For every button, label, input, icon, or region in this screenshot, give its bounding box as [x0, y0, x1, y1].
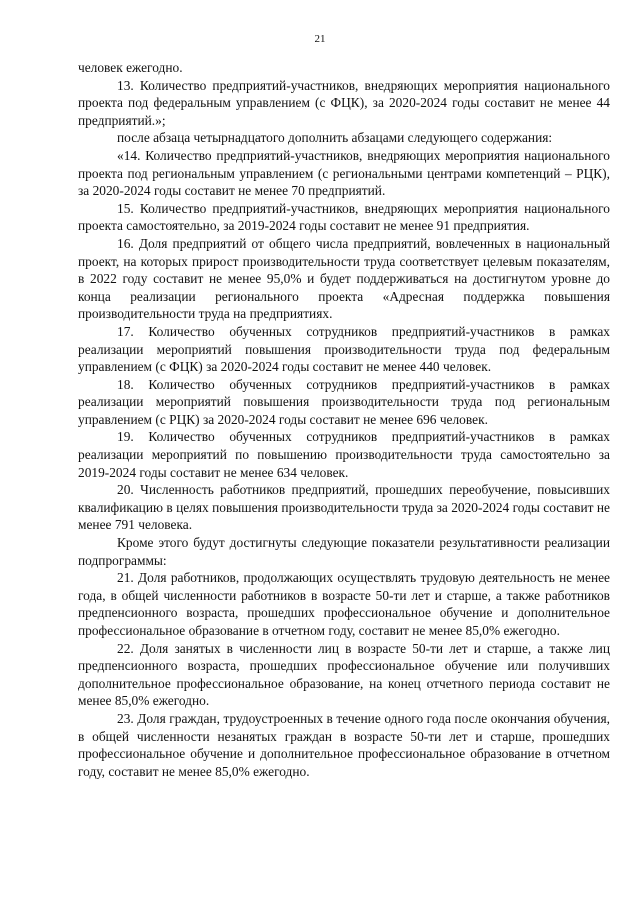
page-number: 21 [314, 33, 326, 45]
paragraph-item-15: 15. Количество предприятий-участников, внедряющих мероприятия национального проекта самостоятельно, за 2019-2024 годы составит не менее 91 предприятия. [78, 200, 610, 234]
paragraph-item-19: 19. Количество обученных сотрудников предприятий-участников в рамках реализации мероприятий по повышению производительности труда самостоятельно за 2019-2024 годы составит не менее 634 человек. [78, 429, 610, 480]
paragraph-results-intro: Кроме этого будут достигнуты следующие показатели результативности реализации подпрограммы: [78, 535, 610, 568]
document-body [78, 59, 610, 780]
paragraph-amendment-intro: после абзаца четырнадцатого дополнить абзацами следующего содержания: [117, 130, 553, 146]
paragraph-item-22: 22. Доля занятых в численности лиц в возрасте 50-ти лет и старше, а также лиц предпенсионного возраста, прошедших профессиональное обучение или получивших дополнительное профессиональное образование, на конец отчетного периода составит не менее 85,0% ежегодно. [78, 640, 610, 709]
paragraph-item-13: 13. Количество предприятий-участников, внедряющих мероприятия национального проекта под федеральным управлением (с ФЦК), за 2020-2024 годы составит не менее 44 предприятий.»; [78, 77, 610, 128]
paragraph-item-14: «14. Количество предприятий-участников, внедряющих мероприятия национального проекта под региональным управлением (с региональными центрами компетенций – РЦК), за 2020-2024 годы составит не менее 70 предприятий. [78, 147, 610, 199]
paragraph-item-18: 18. Количество обученных сотрудников предприятий-участников в рамках реализации мероприятий повышения производительности труда под региональным управлением (с РЦК) за 2020-2024 годы составит не менее 696 человек. [78, 376, 610, 427]
paragraph-item-16: 16. Доля предприятий от общего числа предприятий, вовлеченных в национальный проект, на которых прирост производительности труда соответствует целевым показателям, в 2022 году составит не менее 95,0% и будет поддерживаться на достигнутом уровне до конца реализации регионального проекта «Адресная поддержка повышения производительности труда на предприятиях. [78, 235, 610, 322]
paragraph-item-21: 21. Доля работников, продолжающих осуществлять трудовую деятельность не менее года, в общей численности работников в возрасте 50-ти лет и старше, а также работников предпенсионного возраста, прошедших профессиональное обучение и дополнительное профессиональное образование в отчетном году, составит не менее 85,0% ежегодно. [78, 570, 610, 638]
paragraph-item-17: 17. Количество обученных сотрудников предприятий-участников в рамках реализации мероприятий повышения производительности труда под федеральным управлением (с ФЦК) за 2020-2024 годы составит не менее 440 человек. [78, 323, 610, 375]
paragraph-item-23: 23. Доля граждан, трудоустроенных в течение одного года после окончания обучения, в общей численности незанятых граждан в возрасте 50-ти лет и старше, прошедших профессиональное обучение и дополнительное профессиональное образование в отчетном году, составит не менее 85,0% ежегодно. [78, 710, 610, 779]
paragraph-continuation: человек ежегодно. [78, 60, 183, 75]
paragraph-item-20: 20. Численность работников предприятий, прошедших переобучение, повысивших квалификацию в целях повышения производительности труда за 2020-2024 годы составит не менее 791 человека. [78, 482, 610, 533]
